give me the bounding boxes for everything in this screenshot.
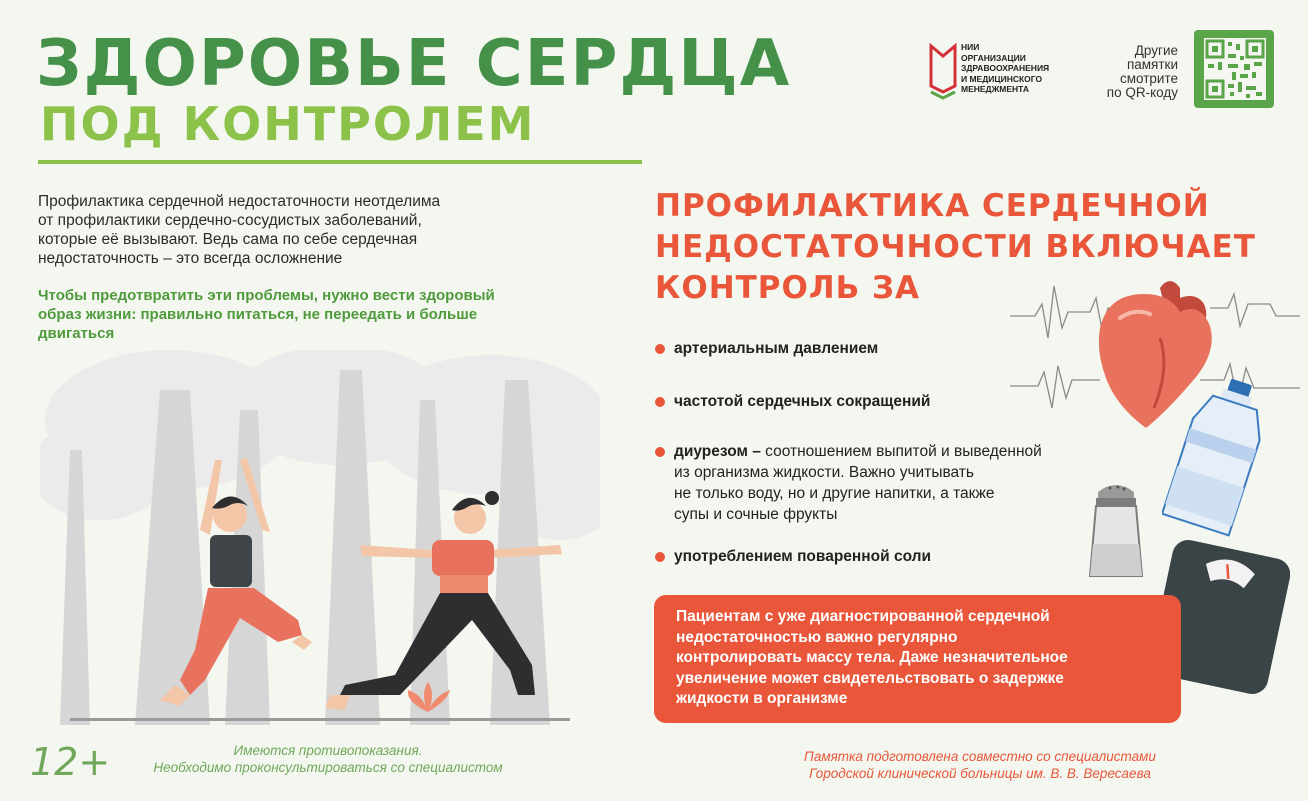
contraindications-note: Имеются противопоказания. Необходимо проконсультироваться со специалистом (153, 743, 503, 775)
logo-text: НИИ ОРГАНИЗАЦИИ ЗДРАВООХРАНЕНИЯ И МЕДИЦИНСКОГО МЕНЕДЖМЕНТА (961, 42, 1050, 94)
qr-code-icon (1194, 30, 1274, 108)
intro-highlight: Чтобы предотвратить эти проблемы, нужно вести здоровый образ жизни: правильно питаться, не переедать и больше двигаться (38, 287, 495, 342)
book-logo-icon (928, 42, 958, 100)
yoga-illustration (40, 350, 600, 725)
page-title: ЗДОРОВЬЕ СЕРДЦА (36, 27, 792, 101)
water-bottle-icon (1162, 378, 1272, 538)
weight-note-box: Пациентам с уже диагностированной сердечной недостаточностью важно регулярно контролировать массу тела. Даже незначительное увеличение может свидетельствовать о задержке жидкости в организме (654, 595, 1181, 723)
intro-text: Профилактика сердечной недостаточности неотделима от профилактики сердечно-сосудистых заболеваний, которые её вызывают. Ведь сама по себе сердечная недостаточность – это всегда осложнение (38, 193, 441, 267)
bullet-blood-pressure: артериальным давлением (655, 338, 878, 359)
institute-logo (928, 42, 1078, 100)
bullet-dot (655, 552, 665, 562)
credit-note: Памятка подготовлена совместно со специалистами Городской клинической больницы им. В. В. Вересаева (804, 749, 1156, 781)
bullet-salt: употреблением поваренной соли (655, 546, 931, 567)
prevention-heading: ПРОФИЛАКТИКА СЕРДЕЧНОЙ НЕДОСТАТОЧНОСТИ ВКЛЮЧАЕТ КОНТРОЛЬ ЗА (655, 188, 1256, 306)
bullet-dot (655, 447, 665, 457)
bullet-dot (655, 344, 665, 354)
bullet-heart-rate: частотой сердечных сокращений (655, 391, 930, 412)
qr-label: Другие памятки смотрите по QR-коду (1106, 43, 1178, 100)
title-underline (38, 160, 642, 164)
page-subtitle: ПОД КОНТРОЛЕМ (40, 97, 536, 151)
bullet-dot (655, 397, 665, 407)
qr-code[interactable] (1194, 30, 1274, 108)
age-rating: 12+ (30, 740, 111, 784)
bullet-diuresis: диурезом – соотношением выпитой и выведенной из организма жидкости. Важно учитывать не только воду, но и другие напитки, а также супы и сочные фрукты (655, 441, 1125, 525)
